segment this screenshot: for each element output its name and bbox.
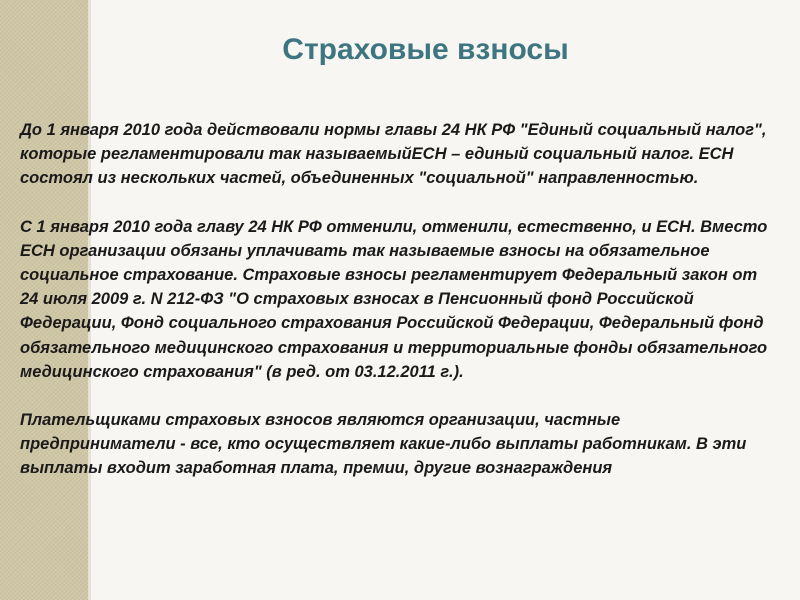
slide-body — [20, 118, 780, 481]
paragraph-esn-history: До 1 января 2010 года действовали нормы главы 24 НК РФ "Единый социальный налог", которые регламентировали так называемыйЕСН – единый социальный налог. ЕСН состоял из нескольких частей, объединенных "социальной" направленностью. — [20, 121, 767, 188]
paragraph-payers: Плательщиками страховых взносов являются организации, частные предприниматели - все, кто осуществляет какие-либо выплаты работникам. В эти выплаты входит заработная плата, премии, другие вознаграждения — [20, 411, 747, 478]
paragraph-gap — [20, 384, 780, 408]
paragraph-insurance-contributions: С 1 января 2010 года главу 24 НК РФ отменили, отменили, естественно, и ЕСН. Вместо ЕСН организации обязаны уплачивать так называемые взносы на обязательное социальное страхование. Страховые взносы регламентирует Федеральный закон от 24 июля 2009 г. N 212-ФЗ "О страховых взносах в Пенсионный фонд Российской Федерации, Фонд социального страхования Российской Федерации, Федеральный фонд обязательного медицинского страхования и территориальные фонды обязательного медицинского страхования" (в ред. от 03.12.2011 г.). — [20, 217, 768, 381]
slide-title: Страховые взносы — [282, 33, 569, 66]
paragraph-gap — [20, 191, 780, 215]
